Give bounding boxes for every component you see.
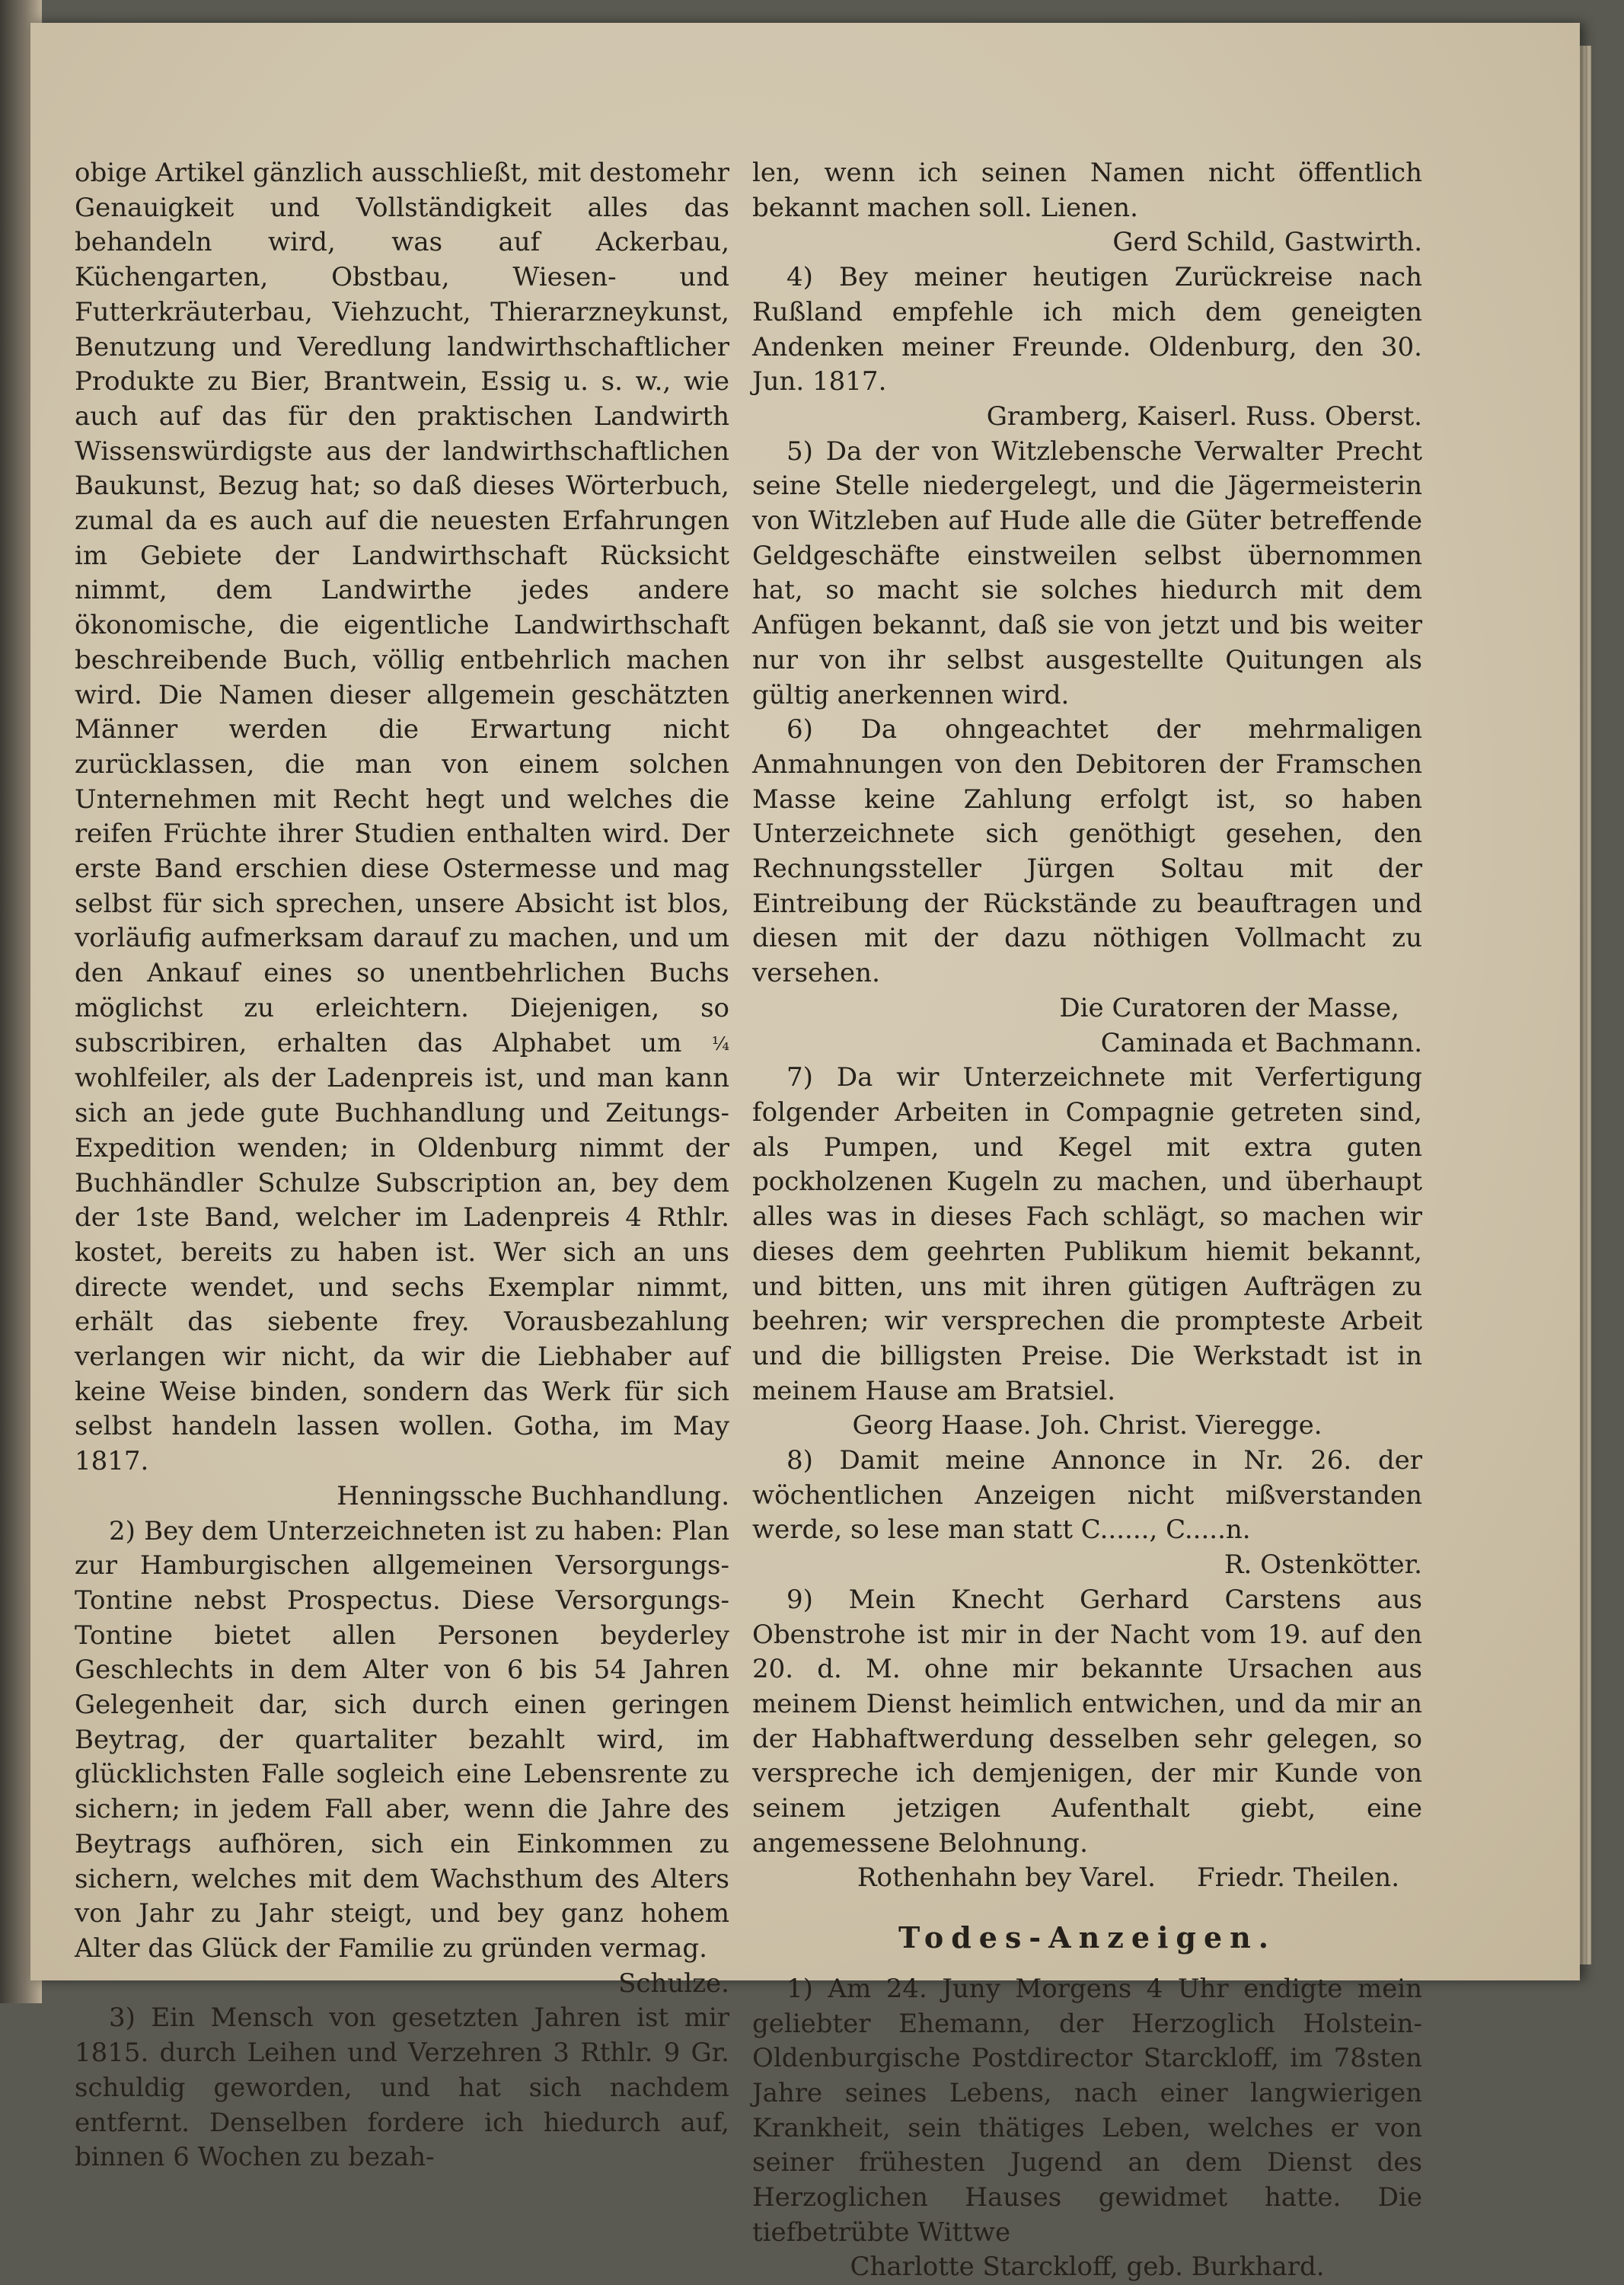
article-3-text: 3) Ein Mensch von gesetzten Jahren ist mir 1815. durch Leihen und Verzehren 3 Rthlr. 9 Gr. schuldig geworden, und hat sich nachdem entfernt. Denselben fordere ich hiedurch auf, binnen 6 Wochen zu bezah- <box>75 2003 729 2173</box>
article-6-text: 6) Da ohngeachtet der mehrmaligen Anmahnungen von den Debitoren der Framschen Masse keine Zahlung erfolgt ist, so haben Unterzeichnete sich genöthigt gesehen, den Rechnungssteller Jürgen Soltau mit der Eintreibung der Rückstände zu beauftragen und diesen mit der dazu nöthigen Vollmacht zu versehen. <box>752 714 1422 989</box>
signature-henningssche: Henningssche Buchhandlung. <box>337 1480 729 1511</box>
signature-haase-vieregge: Georg Haase. Joh. Christ. Vieregge. <box>852 1410 1322 1441</box>
signature-gramberg: Gramberg, Kaiserl. Russ. Oberst. <box>986 401 1422 432</box>
article-2-text: 2) Bey dem Unterzeichneten ist zu haben: Plan zur Hamburgischen allgemeinen Versorgungs-Tontine nebst Prospectus. Diese Versorgungs-Tontine bietet allen Personen beyderley Geschlechts in dem Alter von 6 bis 54 Jahren Gelegenheit dar, sich durch einen geringen Beytrag, der quartaliter bezahlt wird, im glücklichsten Falle sogleich eine Lebensrente zu sichern; in jedem Fall aber, wenn die Jahre des Beytrags aufhören, sich ein Einkommen zu sichern, welches mit dem Wachsthum des Alters von Jahr zu Jahr steigt, und bey ganz hohem Alter das Glück der Familie zu gründen vermag. <box>75 1515 729 1964</box>
article-7-text: 7) Da wir Unterzeichnete mit Verfertigung folgender Arbeiten in Compagnie getreten sind, als Pumpen, und Kegel mit extra guten pockholzenen Kugeln zu machen, und überhaupt alles was in dieses Fach schlägt, so machen wir dieses dem geehrten Publikum hiemit bekannt, und bitten, uns mit ihren gütigen Aufträgen zu beehren; wir versprechen die prompteste Arbeit und die billigsten Preise. Die Werkstadt ist in meinem Hause am Bratsiel. <box>752 1062 1422 1406</box>
newspaper-page <box>30 23 1580 2283</box>
signature-ostenkoetter: R. Ostenkötter. <box>1224 1549 1422 1581</box>
fraction: ¼ <box>711 1032 730 1055</box>
signature-starckloff: Charlotte Starckloff, geb. Burkhard. <box>850 2251 1325 2283</box>
article-8-text: 8) Damit meine Annonce in Nr. 26. der wöchentlichen Anzeigen nicht mißverstanden werde, so lese man statt C......, C.....n. <box>752 1445 1422 1546</box>
signature-curatoren: Die Curatoren der Masse, <box>1059 992 1399 1023</box>
article-5-text: 5) Da der von Witzlebensche Verwalter Precht seine Stelle niedergelegt, und die Jägermeisterin von Witzleben auf Hude alle die Güter betreffende Geldgeschäfte einstweilen selbst übernommen hat, so macht sie solches hiedurch mit dem Anfügen bekannt, daß sie von jetzt und bis weiter nur von ihr selbst ausgestellte Quitungen als gültig anerkennen wird. <box>752 436 1422 710</box>
article-4-text: 4) Bey meiner heutigen Zurückreise nach Rußland empfehle ich mich dem geneigten Andenken meiner Freunde. Oldenburg, den 30. Jun. 1817. <box>752 262 1422 397</box>
article-1-part-b: wohlfeiler, als der Ladenpreis ist, und man kann sich an jede gute Buchhandlung und Zeitungs-Expedition wenden; in Oldenburg nimmt der Buchhändler Schulze Subscription an, bey dem der 1ste Band, welcher im Ladenpreis 4 Rthlr. kostet, bereits zu haben ist. Wer sich an uns directe wendet, und sechs Exemplar nimmt, erhält das siebente frey. Vorausbezahlung verlangen wir nicht, da wir die Liebhaber auf keine Weise binden, sondern das Werk für sich selbst handeln lassen wollen. Gotha, im May 1817. <box>75 1063 729 1477</box>
article-1-text <box>75 156 729 1479</box>
section-heading-todes-anzeigen: Todes-Anzeigen. <box>898 1920 1277 1955</box>
signature-gerd-schild: Gerd Schild, Gastwirth. <box>1112 227 1422 258</box>
signature-caminada: Caminada et Bachmann. <box>1100 1027 1422 1058</box>
signature-theilen: Rothenhahn bey Varel. Friedr. Theilen. <box>857 1862 1399 1894</box>
death-notice-1-text: 1) Am 24. Juny Morgens 4 Uhr endigte mein geliebter Ehemann, der Herzoglich Holstein-Oldenburgische Postdirector Starckloff, im 78sten Jahre seines Lebens, nach einer langwierigen Krankheit, sein thätiges Leben, welches er von seiner frühesten Jugend an dem Dienst des Herzoglichen Hauses gewidmet hatte. Die tiefbetrübte Wittwe <box>752 1973 1422 2248</box>
right-column <box>752 156 1422 2285</box>
article-1-part-a: obige Artikel gänzlich ausschließt, mit destomehr Genauigkeit und Vollständigkeit alles das behandeln wird, was auf Ackerbau, Küchengarten, Obstbau, Wiesen- und Futterkräuterbau, Viehzucht, Thierarzneykunst, Benutzung und Veredlung landwirthschaftlicher Produkte zu Bier, Brantwein, Essig u. s. w., wie auch auf das für den praktischen Landwirth Wissenswürdigste aus der landwirthschaftlichen Baukunst, Bezug hat; so daß dieses Wörterbuch, zumal da es auch auf die neuesten Erfahrungen im Gebiete der Landwirthschaft Rücksicht nimmt, dem Landwirthe jedes andere ökonomische, die eigentliche Landwirthschaft beschreibende Buch, völlig entbehrlich machen wird. Die Namen dieser allgemein geschätzten Männer werden die Erwartung nicht zurücklassen, die man von einem solchen Unternehmen mit Recht hegt und welches die reifen Früchte ihrer Studien enthalten wird. Der erste Band erschien diese Ostermesse und mag selbst für sich sprechen, unsere Absicht ist blos, vorläufig aufmerksam darauf zu machen, und um den Ankauf eines so unentbehrlichen Buchs möglichst zu erleichtern. Diejenigen, so subscribiren, erhalten das Alphabet um <box>75 158 729 1058</box>
article-9-text: 9) Mein Knecht Gerhard Carstens aus Obenstrohe ist mir in der Nacht vom 19. auf den 20. d. M. ohne mir bekannte Ursachen aus meinem Dienst heimlich entwichen, und da mir an der Habhaftwerdung desselben sehr gelegen, so verspreche ich demjenigen, der mir Kunde von seinem jetzigen Aufenthalt giebt, eine angemessene Belohnung. <box>752 1584 1422 1859</box>
signature-schulze: Schulze. <box>618 1967 729 1999</box>
left-column <box>75 156 729 2175</box>
article-3-continued: len, wenn ich seinen Namen nicht öffentlich bekannt machen soll. Lienen. <box>752 158 1422 223</box>
